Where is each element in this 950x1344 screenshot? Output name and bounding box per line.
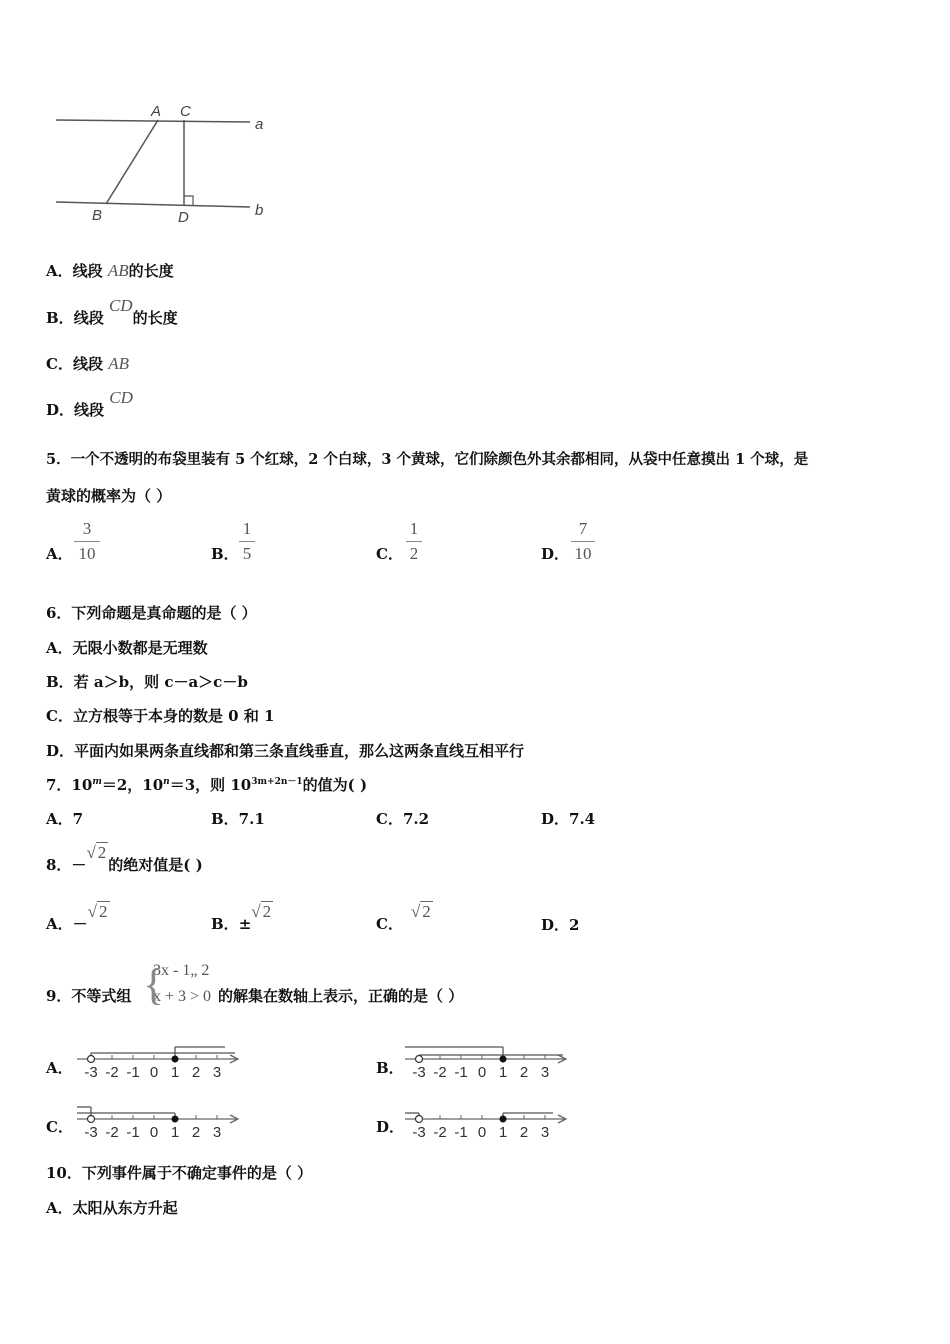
tick-label: 0 <box>477 1064 487 1081</box>
math-cd: CD <box>108 296 133 315</box>
q5-option-b-label[interactable]: B． <box>211 545 239 563</box>
q5-option-d-fraction: 7 10 <box>571 519 595 564</box>
sqrt-symbol: √ 2 <box>410 902 431 921</box>
open-endpoint <box>88 1056 95 1063</box>
tick-label: 2 <box>191 1064 201 1081</box>
tick-label: -2 <box>105 1064 119 1081</box>
inequality-2: x + 3 > 0 <box>153 988 212 1005</box>
q5-option-c-fraction: 1 2 <box>406 519 422 564</box>
sqrt-symbol: √ 2 <box>86 843 107 862</box>
open-endpoint <box>416 1056 423 1063</box>
right-angle-mark <box>184 196 193 205</box>
line-b <box>56 202 250 207</box>
q9-option-b-numberline[interactable] <box>403 1037 578 1085</box>
q4-option-a[interactable]: A．线段 AB的长度 <box>46 261 174 280</box>
tick-label: 2 <box>519 1124 529 1141</box>
tick-label: 3 <box>540 1064 550 1081</box>
q6-option-a[interactable]: A．无限小数都是无理数 <box>46 639 208 657</box>
q6-stem: 6．下列命题是真命题的是（ ） <box>46 604 257 622</box>
tick-label: 1 <box>170 1124 180 1141</box>
q7-stem: 7．$10^m=2$，$10^n=3$，则 $10^{3m+2n-1}$的值为( ) <box>46 776 368 794</box>
q5-option-c-label[interactable]: C． <box>376 545 403 563</box>
tick-label: 0 <box>149 1064 159 1081</box>
tick-label: -3 <box>84 1124 98 1141</box>
closed-endpoint <box>500 1056 507 1063</box>
q8-option-b[interactable]: B．±√ 2 <box>211 902 272 933</box>
tick-label: -2 <box>433 1064 447 1081</box>
inequality-1: 3x - 1„ 2 <box>153 962 210 979</box>
q10-stem: 10．下列事件属于不确定事件的是（ ） <box>46 1164 313 1182</box>
segment-ab <box>106 120 158 204</box>
q9-stem-pre: 9．不等式组 <box>46 987 132 1005</box>
q10-option-a[interactable]: A．太阳从东方升起 <box>46 1199 178 1217</box>
tick-label: -2 <box>433 1124 447 1141</box>
q6-option-c[interactable]: C．立方根等于本身的数是 0 和 1 <box>46 707 275 725</box>
tick-label: -1 <box>454 1064 468 1081</box>
sqrt-symbol: √ 2 <box>251 902 272 921</box>
q9-option-d-label[interactable]: D． <box>376 1118 405 1136</box>
q7-option-c[interactable]: C．7.2 <box>376 810 430 828</box>
math-ab: AB <box>107 261 129 280</box>
q9-option-d-numberline[interactable] <box>403 1097 578 1145</box>
tick-label: -3 <box>84 1064 98 1081</box>
q9-option-c-numberline[interactable] <box>75 1097 250 1145</box>
q9-option-a-numberline[interactable] <box>75 1037 250 1085</box>
q8-option-a[interactable]: A．－√ 2 <box>46 902 108 933</box>
line-a-label: a <box>255 116 264 133</box>
tick-label: -3 <box>412 1124 426 1141</box>
q5-option-d-label[interactable]: D． <box>541 545 570 563</box>
q8-option-c[interactable]: C．√ 2 <box>376 902 431 933</box>
tick-label: -1 <box>126 1064 140 1081</box>
q4-option-d[interactable]: D．线段 CD <box>46 388 133 419</box>
sqrt-symbol: √ 2 <box>87 902 108 921</box>
tick-label: 3 <box>212 1124 222 1141</box>
q5-option-a-fraction: 3 10 <box>74 519 100 564</box>
open-endpoint <box>416 1116 423 1123</box>
closed-endpoint <box>500 1116 507 1123</box>
q4-option-b[interactable]: B．线段 CD的长度 <box>46 296 178 327</box>
line-b-label: b <box>255 202 264 219</box>
q7-option-d[interactable]: D．7.4 <box>541 810 596 828</box>
q5-stem-line2: 黄球的概率为（ ） <box>46 487 172 505</box>
closed-endpoint <box>172 1116 179 1123</box>
geometry-figure <box>50 98 280 228</box>
q5-option-b-fraction: 1 5 <box>239 519 255 564</box>
point-b-label: B <box>92 207 103 224</box>
point-a-label: A <box>151 103 162 120</box>
q5-stem-line1: 5．一个不透明的布袋里装有 5 个红球，2 个白球，3 个黄球，它们除颜色外其余都相同，从袋中任意摸出 1 个球，是 <box>46 451 809 468</box>
tick-label: -1 <box>454 1124 468 1141</box>
point-c-label: C <box>180 103 191 120</box>
tick-label: 0 <box>477 1124 487 1141</box>
q6-option-b[interactable]: B．若 a＞b，则 c－a＞c－b <box>46 673 248 691</box>
line-a <box>56 120 250 122</box>
tick-label: 1 <box>170 1064 180 1081</box>
q7-option-a[interactable]: A．7 <box>46 810 84 828</box>
q9-inequality-system <box>143 958 211 1010</box>
tick-label: -1 <box>126 1124 140 1141</box>
q4-option-c[interactable]: C．线段 AB <box>46 354 129 373</box>
point-d-label: D <box>178 209 189 226</box>
q9-option-b-label[interactable]: B． <box>376 1059 404 1077</box>
tick-label: 3 <box>212 1064 222 1081</box>
q8-stem: 8．－√ 2的绝对值是( ) <box>46 843 203 874</box>
tick-label: 2 <box>519 1064 529 1081</box>
q5-option-a-label[interactable]: A． <box>46 545 73 563</box>
q9-option-a-label[interactable]: A． <box>46 1059 73 1077</box>
tick-label: 1 <box>498 1064 508 1081</box>
tick-label: 3 <box>540 1124 550 1141</box>
q8-option-d[interactable]: D．2 <box>541 916 580 934</box>
closed-endpoint <box>172 1056 179 1063</box>
tick-label: -3 <box>412 1064 426 1081</box>
math-cd: CD <box>109 388 133 407</box>
tick-label: -2 <box>105 1124 119 1141</box>
q9-option-c-label[interactable]: C． <box>46 1118 73 1136</box>
tick-label: 0 <box>149 1124 159 1141</box>
q9-stem-post: 的解集在数轴上表示，正确的是（ ） <box>218 987 464 1005</box>
q6-option-d[interactable]: D．平面内如果两条直线都和第三条直线垂直，那么这两条直线互相平行 <box>46 742 525 760</box>
q7-option-b[interactable]: B．7.1 <box>211 810 265 828</box>
open-endpoint <box>88 1116 95 1123</box>
math-ab: AB <box>108 354 129 373</box>
tick-label: 1 <box>498 1124 508 1141</box>
left-brace: { <box>143 960 165 1009</box>
tick-label: 2 <box>191 1124 201 1141</box>
